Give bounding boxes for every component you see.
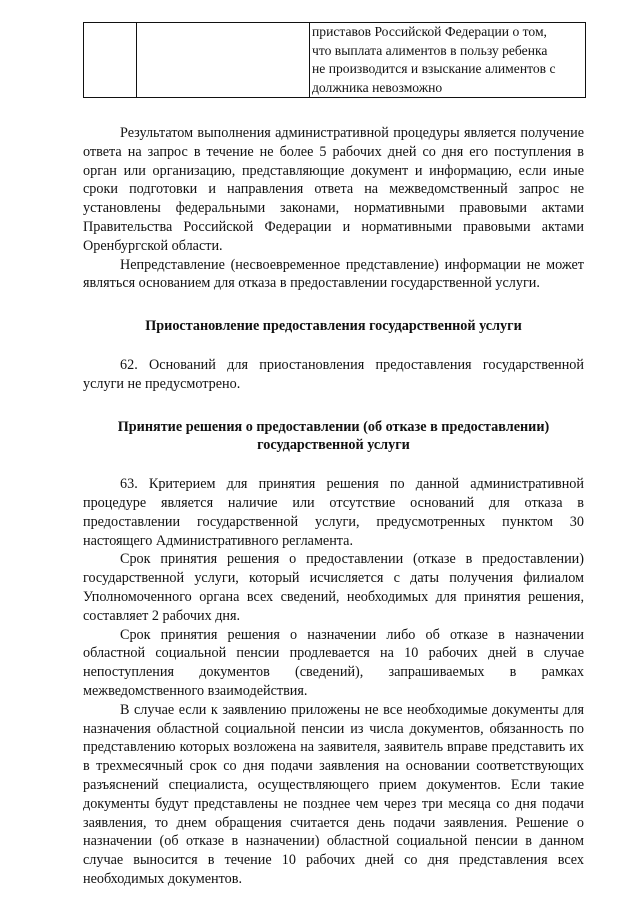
heading-decision	[83, 418, 584, 456]
heading-decision-line2: государственной услуги	[257, 437, 410, 454]
paragraph-62: 62. Оснований для приостановления предоставления государственной услуги не предусмотрено.	[83, 356, 584, 392]
table-cell-line: должника невозможно	[312, 79, 443, 95]
continued-table	[83, 22, 586, 98]
paragraph-nonsubmission: Непредставление (несвоевременное представление) информации не может являться основанием для отказа в предоставлении государственной услуги.	[83, 256, 584, 292]
paragraph-63: 63. Критерием для принятия решения по данной административной процедуре является наличие или отсутствие оснований для отказа в предоставлении государственной услуги, предусмотренных пунктом 30 настоящего Административного регламента.	[83, 476, 584, 549]
table-cell-description	[310, 23, 586, 98]
paragraph-result: Результатом выполнения административной процедуры является получение ответа на запрос в течение не более 5 рабочих дней со дня его поступления в орган или организацию, представляющие документ и информацию, если иные сроки подготовки и направления ответа на межведомственный запрос не установлены федеральными законами, нормативными правовыми актами Правительства Российской Федерации и нормативными правовыми актами Оренбургской области.	[83, 125, 584, 254]
table-cell-name	[137, 23, 310, 98]
heading-decision-line1: Принятие решения о предоставлении (об отказе в предоставлении)	[117, 418, 550, 435]
table-cell-number	[84, 23, 137, 98]
table-cell-line: не производится и взыскание алиментов с	[312, 61, 556, 76]
paragraph-extension: Срок принятия решения о назначении либо об отказе в назначении областной социальной пенсии продлевается на 10 рабочих дней в случае непоступления документов (сведений), запрашиваемых в рамках межведомственного взаимодействия.	[83, 626, 584, 699]
table-cell-line: что выплата алиментов в пользу ребенка	[312, 42, 548, 58]
paragraph-decision-term: Срок принятия решения о предоставлении (отказе в предоставлении) государственной услуги, который исчисляется с даты получения филиалом Уполномоченного органа всех сведений, необходимых для принятия решения, составляет 2 рабочих дня.	[83, 551, 584, 624]
table-cell-line: приставов Российской Федерации о том,	[312, 24, 547, 39]
paragraph-missing-documents: В случае если к заявлению приложены не все необходимые документы для назначения областной социальной пенсии из числа документов, обязанность по представлению которых возложена на заявителя, заявитель вправе представить их в трехмесячный срок со дня подачи заявления на основании соответствующих разъяснений специалиста, осуществляющего прием документов. Если такие документы будут представлены не позднее чем через три месяца со дня подачи заявления, то днем обращения считается день подачи заявления. Решение о назначении (об отказе в назначении) областной социальной пенсии в данном случае выносится в течение 10 рабочих дней со дня представления всех необходимых документов.	[83, 701, 584, 887]
heading-suspension: Приостановление предоставления государственной услуги	[145, 318, 522, 335]
table-row	[84, 23, 586, 98]
